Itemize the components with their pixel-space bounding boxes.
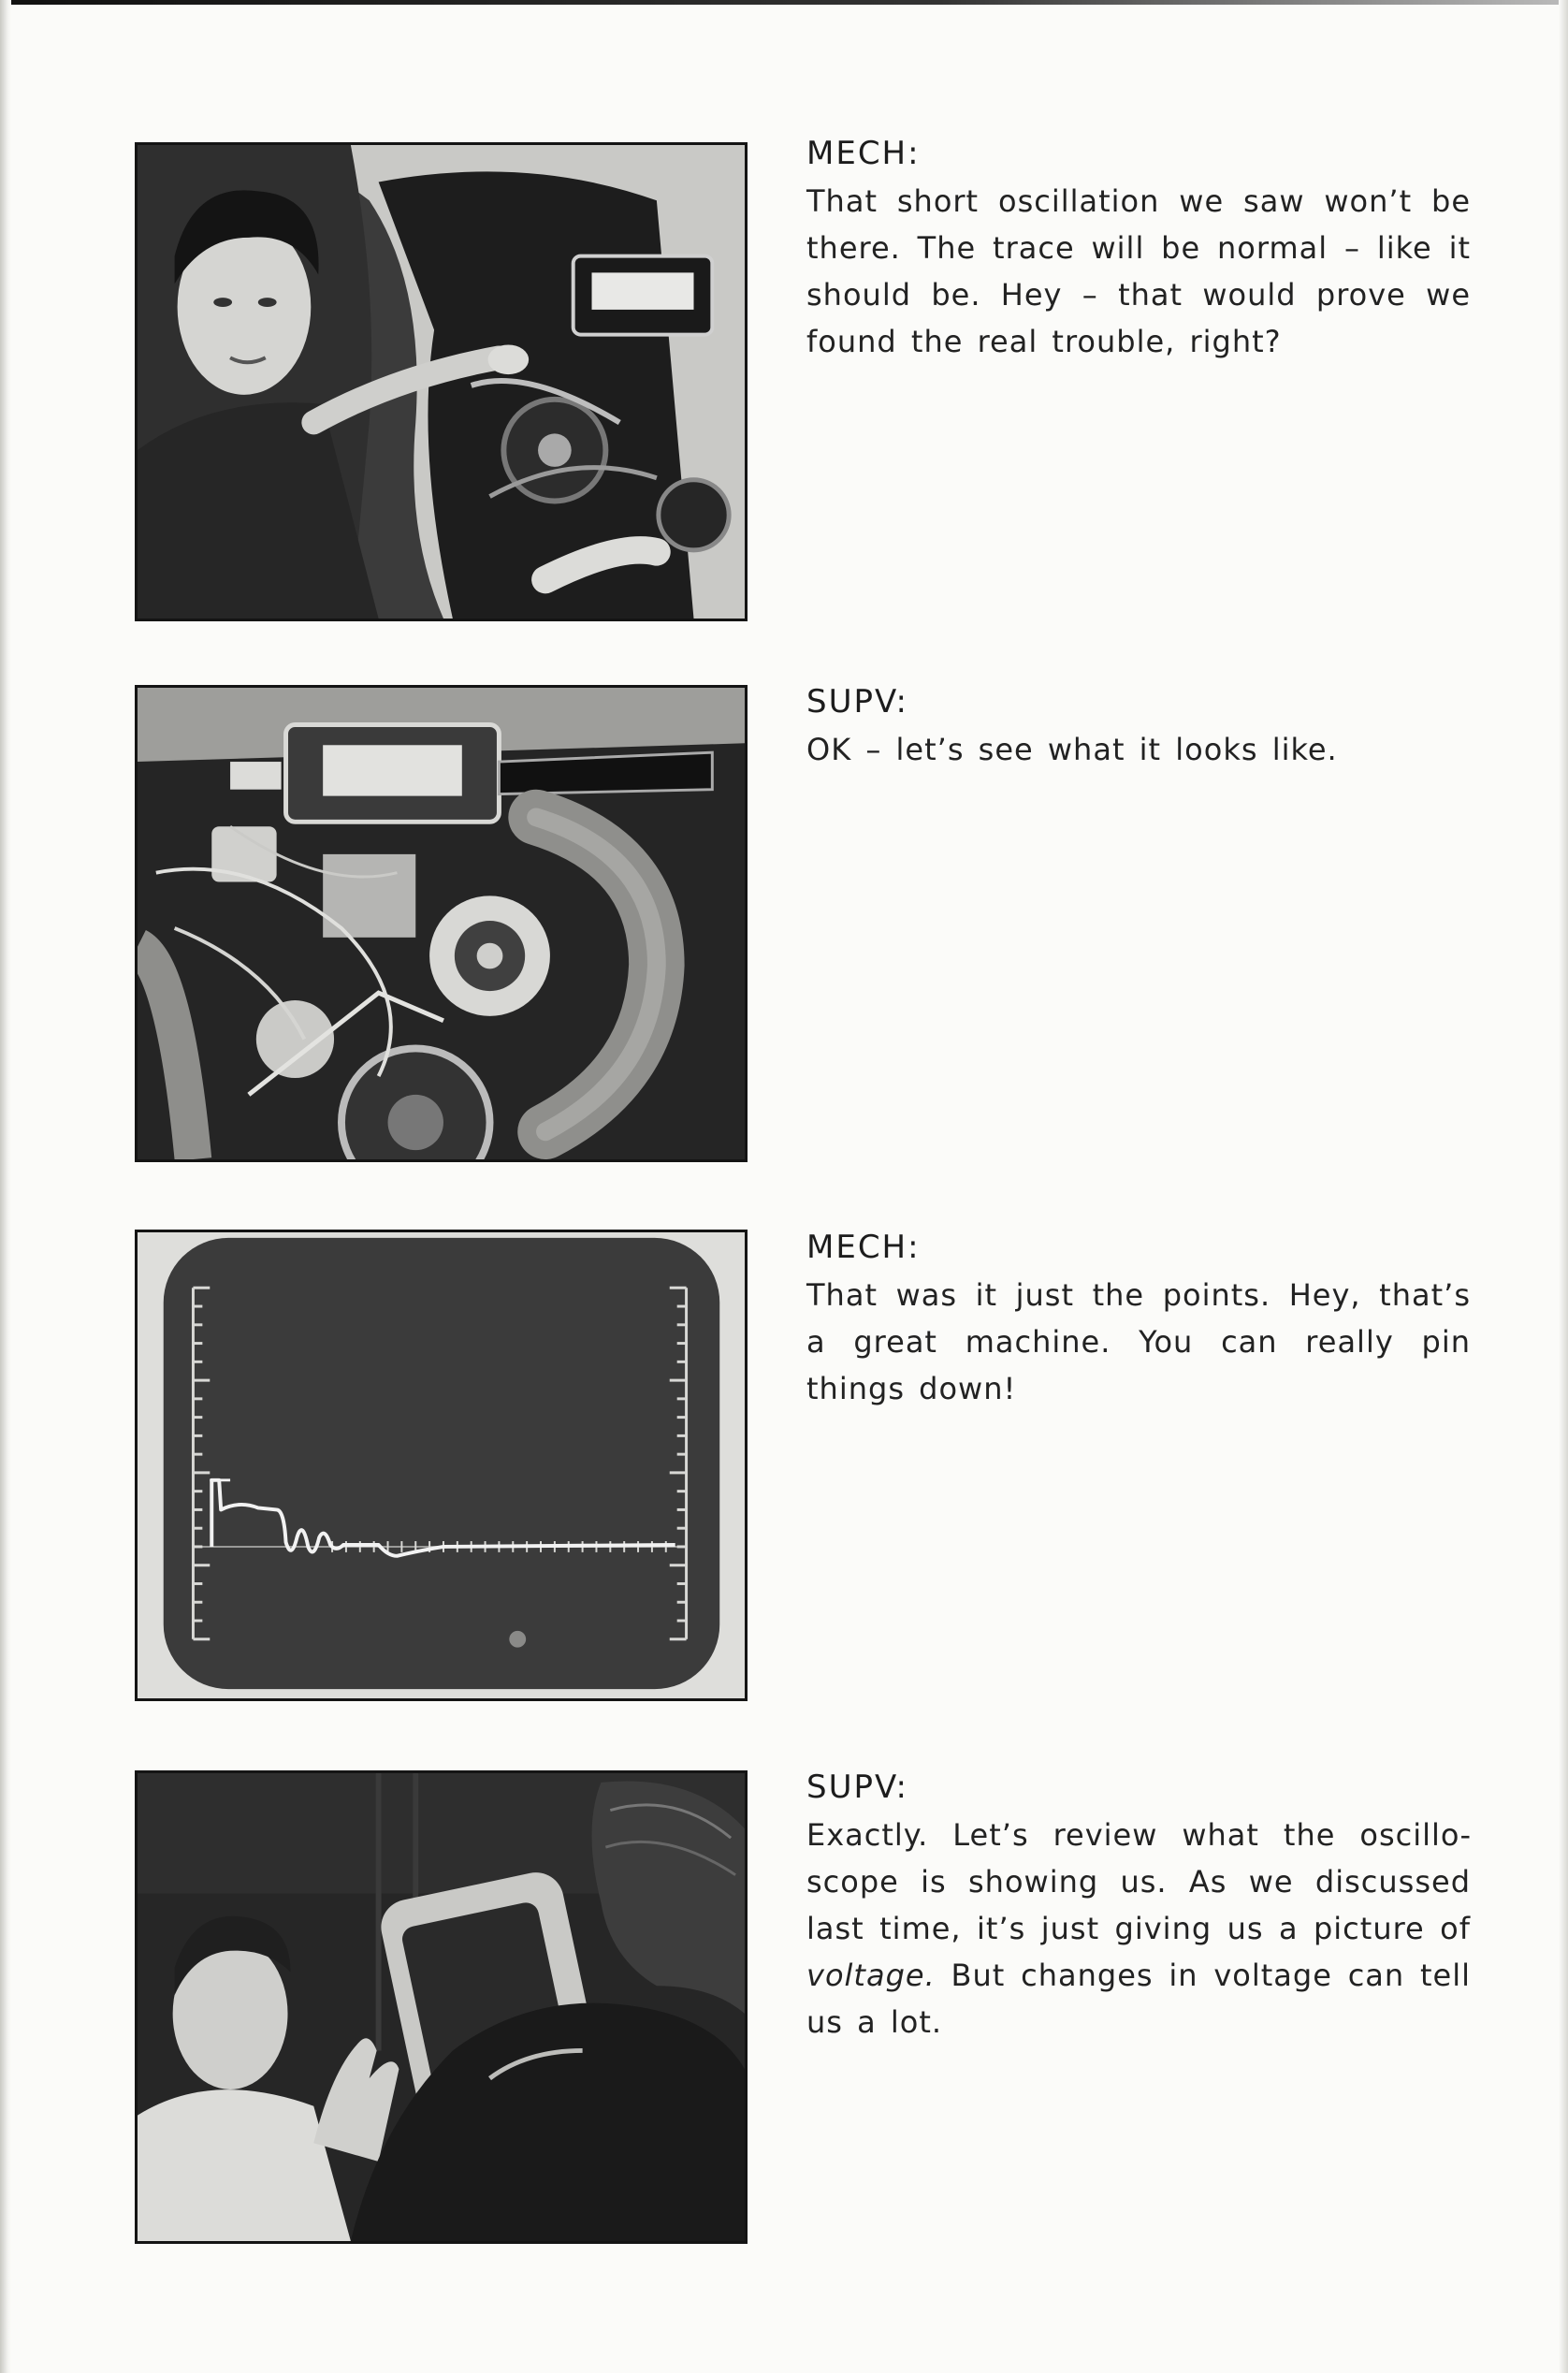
caption-4 [806,1763,1471,2045]
dialog-text: That was it just the points. Hey, that’s a great machine. You can really pin things down! [806,1277,1471,1406]
speaker-label: MECH: [806,1229,921,1266]
oscilloscope-trace-photo [135,1230,748,1701]
dialog-text: That short oscillation we saw won’t be there. The trace will be normal – like it should be. Hey – that would prove we found the real trouble, right? [806,183,1471,359]
mechanic-pointing-at-engine-photo [135,142,748,621]
caption-2 [806,677,1471,773]
speaker-label: SUPV: [806,683,908,721]
caption-3 [806,1223,1471,1412]
dialog-text: OK – let’s see what it looks like. [806,732,1338,767]
page-right-edge [1559,0,1568,2373]
caption-1 [806,129,1471,365]
page-top-edge [0,0,1568,5]
dialog-text-part-1: Exactly. Let’s review what the oscilloscope is showing us. As we discussed last time, it’s just giving us a picture of [806,1817,1471,1946]
page-left-binding-edge [0,0,11,2373]
speaker-label: MECH: [806,135,921,172]
dialog-emphasis: voltage. [806,1958,936,1993]
engine-compartment-photo [135,685,748,1162]
dialog-text [806,1812,1471,2045]
supervisor-and-mechanic-at-oscilloscope-photo [135,1770,748,2244]
dialog-text-part-2: But changes in voltage can tell us a lot. [806,1958,1471,2040]
speaker-label: SUPV: [806,1769,908,1806]
